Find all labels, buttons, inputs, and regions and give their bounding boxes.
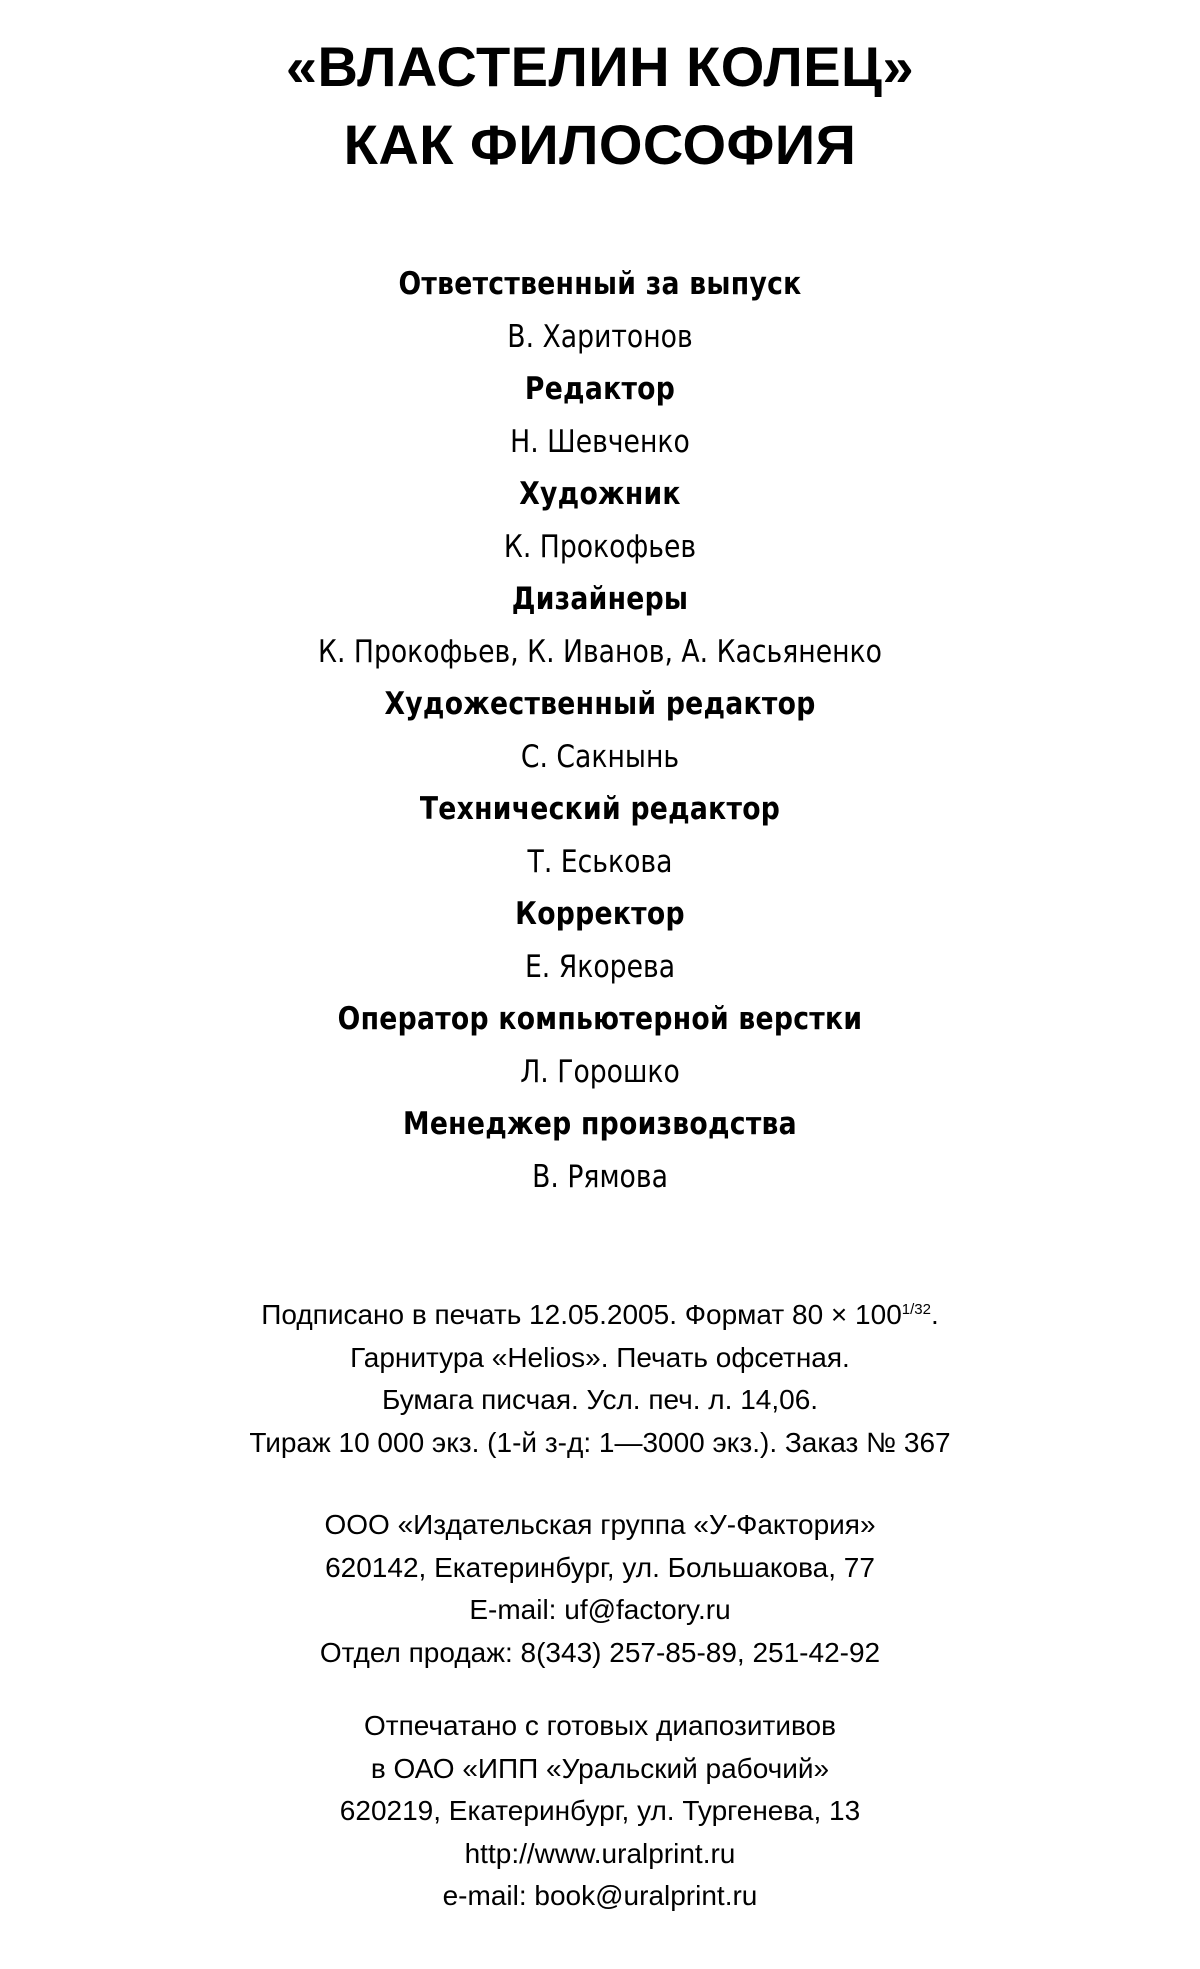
credit-person: С. Сакнынь [520, 738, 680, 775]
credit-person: В. Рямова [532, 1158, 668, 1195]
credit-entry [0, 363, 1200, 468]
publisher-address: 620142, Екатеринбург, ул. Большакова, 77 [325, 1551, 875, 1583]
credits-list [0, 258, 1200, 1203]
printer-info [0, 1705, 1200, 1918]
credit-entry [0, 1098, 1200, 1203]
credit-role: Редактор [524, 371, 676, 407]
credit-person: К. Прокофьев [503, 528, 697, 565]
credit-role: Менеджер производства [403, 1106, 797, 1142]
print-info-line-1-end: . [930, 1299, 939, 1330]
credit-entry [0, 678, 1200, 783]
print-info [0, 1294, 1200, 1464]
print-info-signed-format [0, 1294, 1200, 1337]
credit-role: Оператор компьютерной верстки [337, 1001, 863, 1037]
credit-entry [0, 888, 1200, 993]
print-info-paper: Бумага писчая. Усл. печ. л. 14,06. [381, 1384, 819, 1415]
credit-person: Н. Шевченко [510, 423, 690, 460]
credit-role: Ответственный за выпуск [398, 266, 802, 302]
credit-person: Т. Еськова [527, 843, 673, 880]
credit-entry [0, 993, 1200, 1098]
credit-role: Дизайнеры [511, 581, 689, 617]
print-info-line-1: Подписано в печать 12.05.2005. Формат 80 × 100 [261, 1299, 902, 1330]
credit-entry [0, 468, 1200, 573]
credit-person: Е. Якорева [524, 948, 676, 985]
book-title-line-2: КАК ФИЛОСОФИЯ [343, 113, 857, 176]
printer-website: http://www.uralprint.ru [464, 1837, 736, 1869]
printer-line-1: Отпечатано с готовых диапозитивов [364, 1710, 836, 1741]
credit-entry [0, 783, 1200, 888]
credit-entry [0, 573, 1200, 678]
format-fraction: 1/32 [901, 1301, 931, 1318]
credit-role: Технический редактор [419, 791, 781, 827]
printer-line-2: в ОАО «ИПП «Уральский рабочий» [370, 1752, 830, 1784]
credit-person: В. Харитонов [507, 318, 693, 355]
print-info-run: Тираж 10 000 экз. (1-й з-д: 1—3000 экз.). Заказ № 367 [249, 1426, 951, 1458]
printer-address: 620219, Екатеринбург, ул. Тургенева, 13 [339, 1795, 861, 1826]
credit-role: Художественный редактор [384, 686, 816, 722]
publisher-info [0, 1504, 1200, 1674]
print-info-typeface: Гарнитура «Helios». Печать офсетная. [350, 1341, 850, 1373]
credit-person: К. Прокофьев, К. Иванов, А. Касьяненко [318, 633, 882, 670]
publisher-name: ООО «Издательская группа «У-Фактория» [324, 1509, 876, 1540]
credit-entry [0, 258, 1200, 363]
book-title-line-1: «ВЛАСТЕЛИН КОЛЕЦ» [285, 35, 915, 98]
credit-role: Корректор [515, 896, 685, 932]
credit-person: Л. Горошко [520, 1053, 680, 1090]
publisher-sales: Отдел продаж: 8(343) 257-85-89, 251-42-92 [319, 1636, 881, 1668]
publisher-email: E-mail: uf@factory.ru [469, 1594, 731, 1625]
credit-role: Художник [519, 476, 681, 512]
printer-email: e-mail: book@uralprint.ru [442, 1880, 758, 1911]
book-title [0, 28, 1200, 184]
